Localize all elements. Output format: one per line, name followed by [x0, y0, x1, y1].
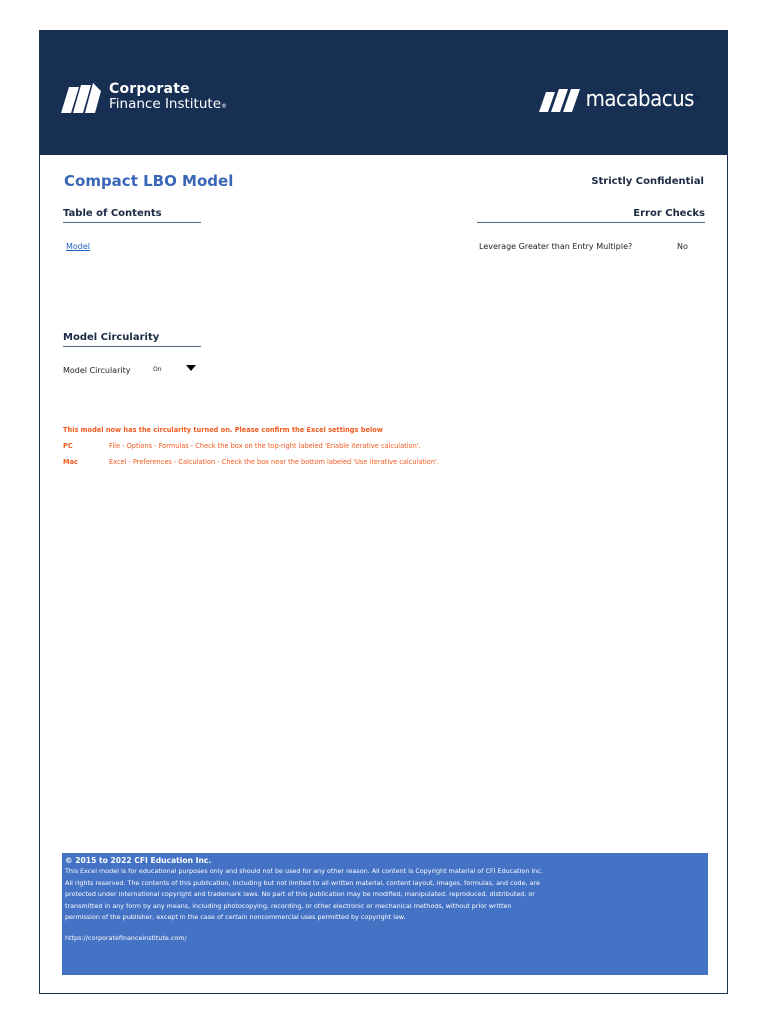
error-check-label: Leverage Greater than Entry Multiple?	[479, 242, 633, 251]
circularity-warning: This model now has the circularity turned on. Please confirm the Excel settings below	[63, 426, 383, 434]
cfi-bars-icon	[57, 83, 101, 113]
circularity-selected-value: On	[153, 365, 162, 373]
cfi-logo-line2: Finance Institute	[109, 96, 222, 112]
pc-instruction	[63, 442, 421, 450]
footer-line: This Excel model is for educational purposes only and should not be used for any other reason. All content is Copyright material of CFI Education Inc.	[65, 867, 543, 875]
footer-copyright: © 2015 to 2022 CFI Education Inc.	[65, 856, 212, 865]
footer-line: All rights reserved. The contents of this publication, including but not limited to all written material, content layout, images, formulas, and code, are	[65, 878, 540, 887]
mac-key: Mac	[63, 458, 78, 466]
circularity-label: Model Circularity	[63, 366, 131, 375]
footer-line: permission of the publisher, except in the case of certain noncommercial uses permitted by copyright law.	[65, 913, 406, 921]
mac-instruction	[63, 458, 439, 466]
error-check-value: No	[677, 242, 688, 251]
circularity-dropdown[interactable]	[148, 361, 200, 377]
toc-link-model[interactable]: Model	[66, 242, 91, 251]
header-banner	[40, 31, 727, 155]
error-checks-heading: Error Checks	[477, 208, 705, 223]
macabacus-wordmark: macabacus	[585, 86, 694, 112]
footer-line: protected under international copyright and trademark laws. No part of this publication may be modified, manipulated, reproduced, distributed, or	[65, 890, 535, 898]
dropdown-arrow-icon[interactable]	[186, 365, 196, 371]
macabacus-logo: macabacus ™	[536, 84, 699, 114]
toc-heading: Table of Contents	[63, 208, 201, 223]
pc-text: File - Options - Formulas - Check the box on the top-right labeled 'Enable iterative calculation'.	[109, 442, 421, 450]
copyright-footer	[62, 853, 708, 975]
footer-line: transmitted in any form by any means, including photocopying, recording, or other electronic or mechanical methods, without prior written	[65, 901, 512, 910]
pc-key: PC	[63, 442, 73, 450]
mac-text: Excel - Preferences - Calculation - Check the box near the bottom labeled 'Use iterative calculation'.	[109, 458, 439, 466]
cfi-logo: Corporate Finance Institute®	[57, 81, 227, 115]
worksheet	[39, 30, 728, 994]
cfi-logo-line1: Corporate	[109, 81, 190, 97]
page-title: Compact LBO Model	[64, 172, 234, 190]
circularity-heading: Model Circularity	[63, 332, 201, 347]
confidential-label: Strictly Confidential	[591, 176, 704, 187]
footer-url[interactable]: https://corporatefinanceinstitute.com/	[65, 933, 187, 942]
macabacus-bars-icon	[536, 86, 580, 112]
